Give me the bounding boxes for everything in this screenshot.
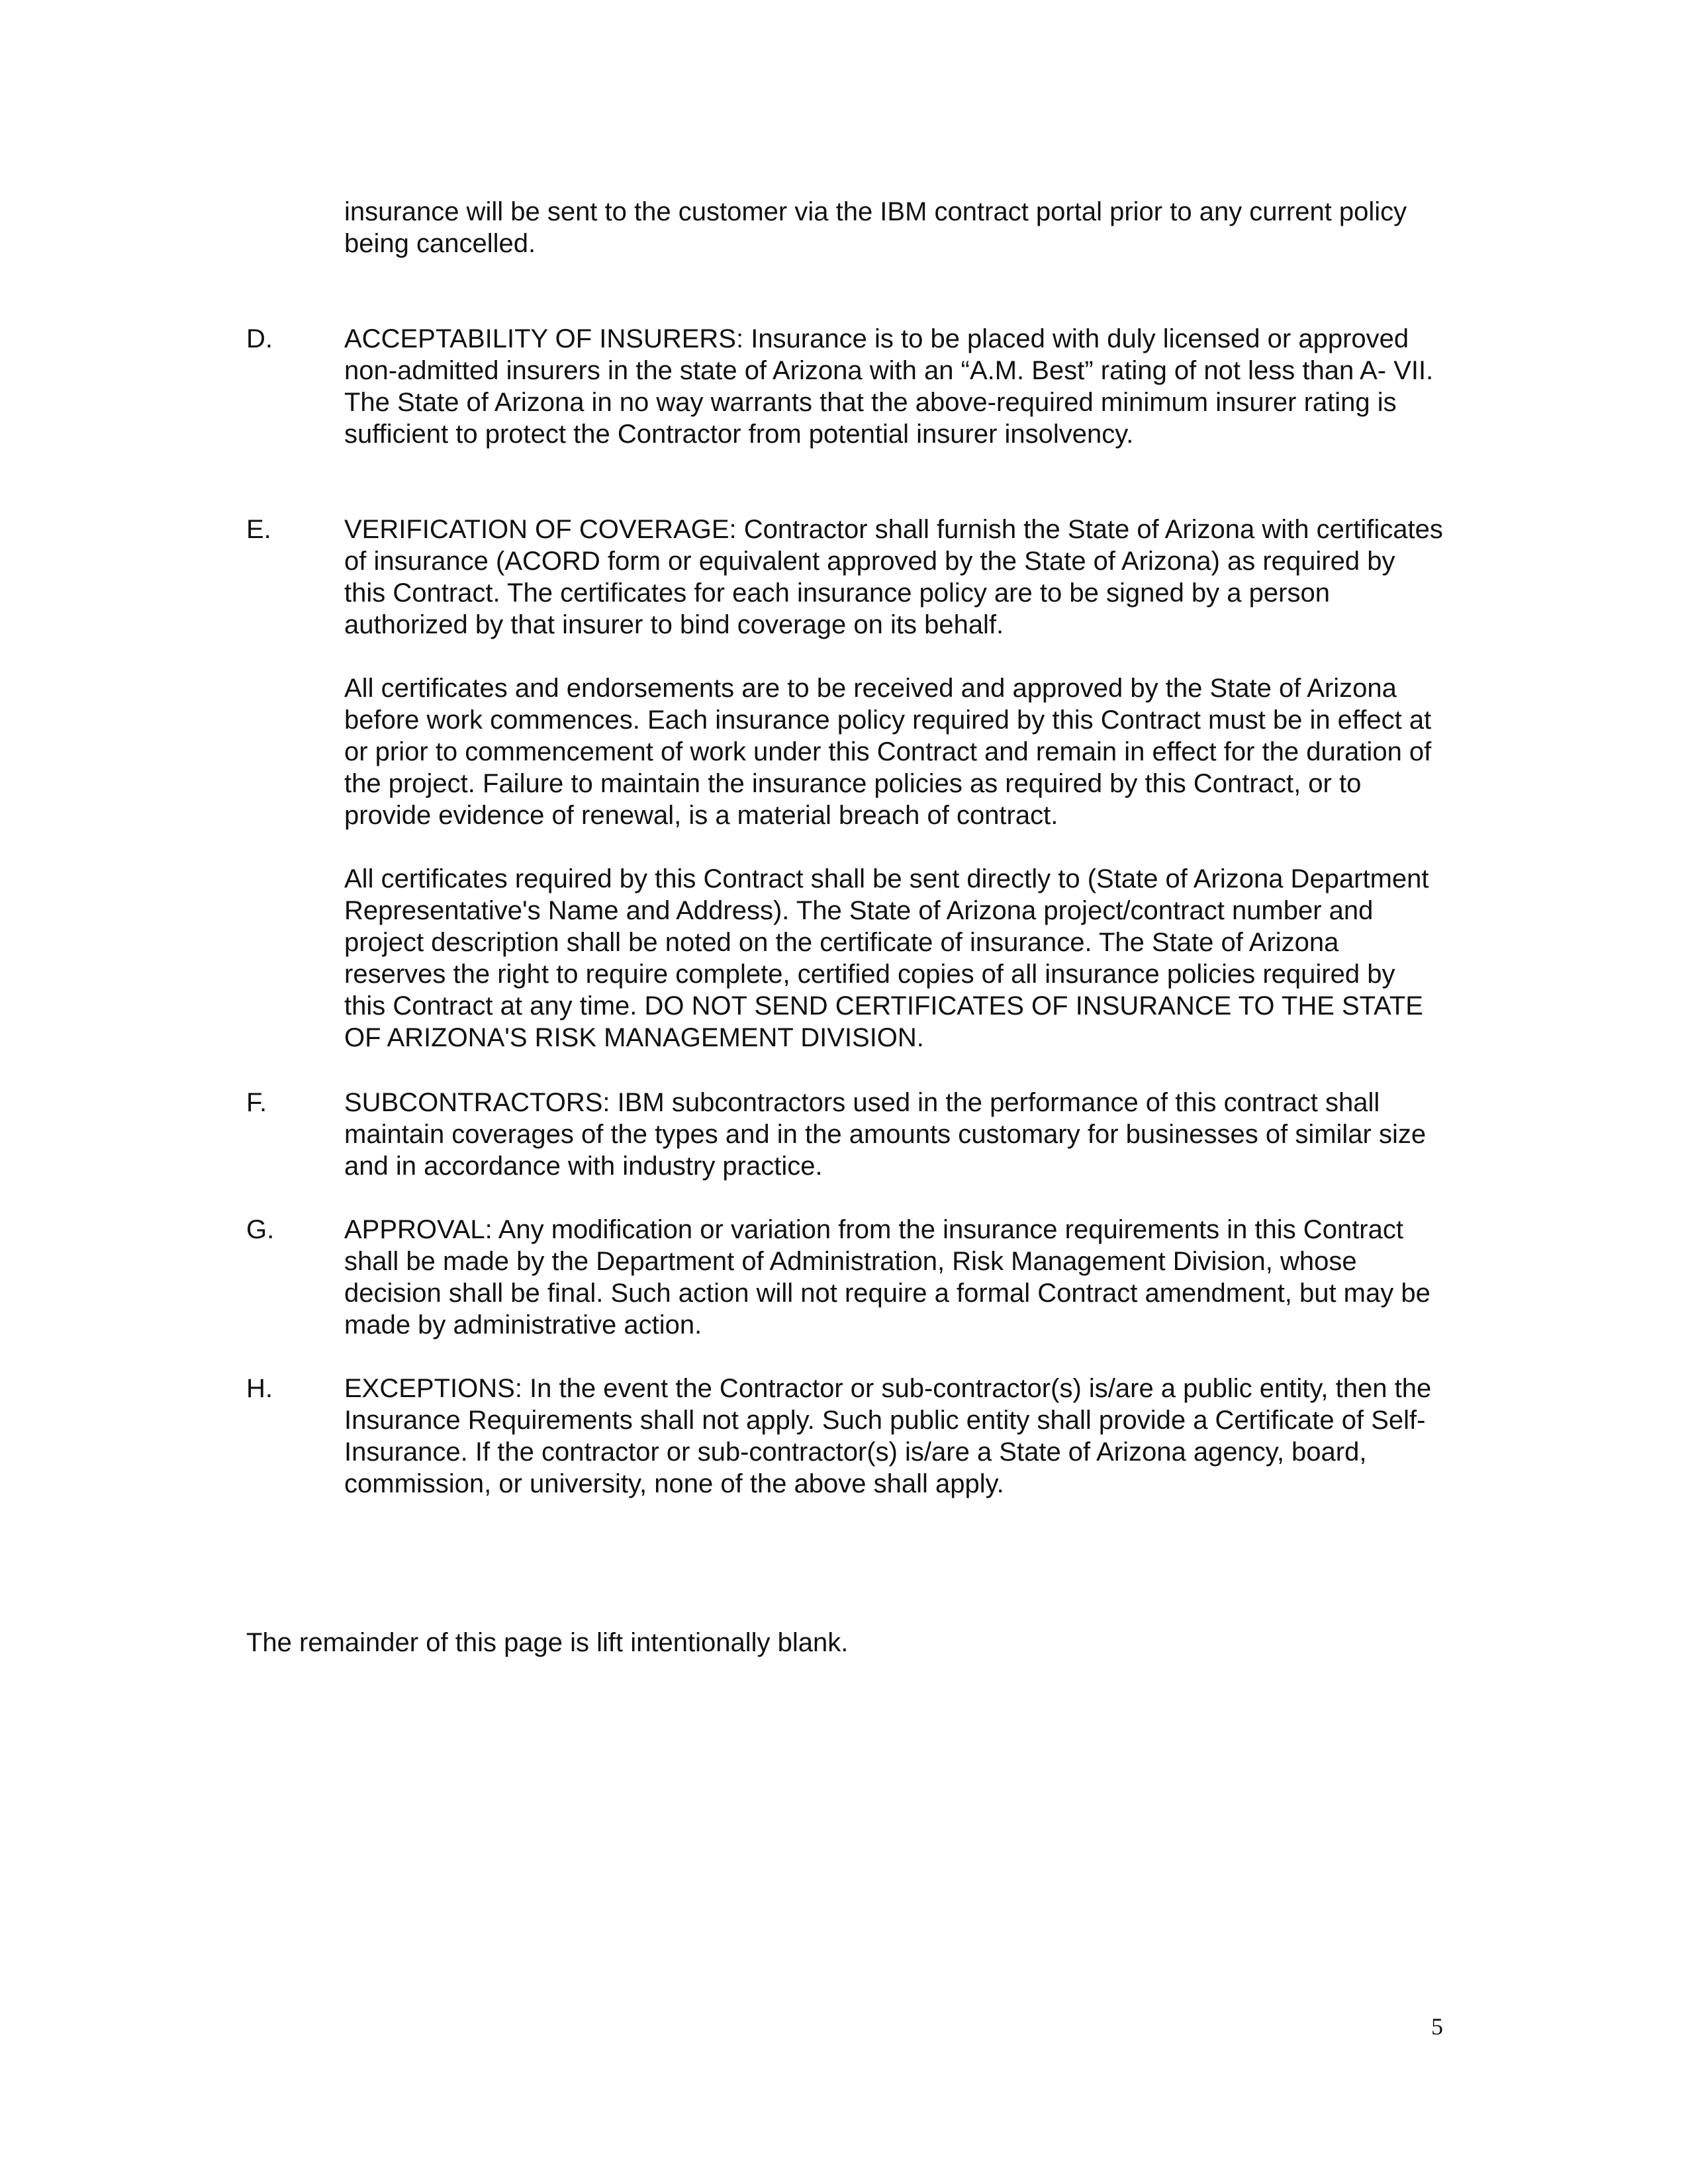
section-body [344,1214,1443,1341]
section-letter: D. [246,324,273,353]
section-h [246,1373,1443,1500]
section-paragraph: ACCEPTABILITY OF INSURERS: Insurance is to be placed with duly licensed or approved non-admitted insurers in the state of Arizona with an “A.M. Best” rating of not less than A- VII. The State of Arizona in no way warrants that the above-required minimum insurer rating is sufficient to protect the Contractor from potential insurer insolvency. [344,324,1434,449]
section-paragraph: VERIFICATION OF COVERAGE: Contractor shall furnish the State of Arizona with certificates of insurance (ACORD form or equivalent approved by the State of Arizona) as required by this Contract. The certificates for each insurance policy are to be signed by a person authorized by that insurer to bind coverage on its behalf. [344,515,1443,639]
section-body [344,1087,1443,1182]
section-letter: E. [246,515,271,544]
section-paragraph: EXCEPTIONS: In the event the Contractor or sub-contractor(s) is/are a public entity, then the Insurance Requirements shall not apply. Such public entity shall provide a Certificate of Self-Insurance. If the contractor or sub-contractor(s) is/are a State of Arizona agency, board, commission, or university, none of the above shall apply. [344,1374,1432,1498]
section-paragraph: APPROVAL: Any modification or variation from the insurance requirements in this Contract shall be made by the Department of Administration, Risk Management Division, whose decision shall be final. Such action will not require a formal Contract amendment, but may be made by administrative action. [344,1215,1430,1340]
continuation-paragraph [344,196,1443,259]
section-letter: H. [246,1374,273,1403]
section-letter: F. [246,1088,267,1117]
section-g [246,1214,1443,1341]
continuation-text: insurance will be sent to the customer via the IBM contract portal prior to any current policy being cancelled. [344,197,1407,258]
section-f [246,1087,1443,1182]
section-body [344,514,1443,1054]
section-body [344,1373,1443,1500]
section-paragraph: SUBCONTRACTORS: IBM subcontractors used in the performance of this contract shall maintain coverages of the types and in the amounts customary for businesses of similar size and in accordance with industry practice. [344,1088,1427,1181]
closing-note: The remainder of this page is lift intentionally blank. [246,1628,849,1657]
section-paragraph: All certificates required by this Contract shall be sent directly to (State of Arizona Department Representative's Name and Address). The State of Arizona project/contract number and project description shall be noted on the certificate of insurance. The State of Arizona reserves the right to require complete, certified copies of all insurance policies required by this Contract at any time. DO NOT SEND CERTIFICATES OF INSURANCE TO THE STATE OF ARIZONA'S RISK MANAGEMENT DIVISION. [344,864,1429,1052]
section-paragraph: All certificates and endorsements are to be received and approved by the State of Arizona before work commences. Each insurance policy required by this Contract must be in effect at or prior to commencement of work under this Contract and remain in effect for the duration of the project. Failure to maintain the insurance policies as required by this Contract, or to provide evidence of renewal, is a material breach of contract. [344,674,1432,830]
section-e [246,514,1443,1054]
section-body [344,323,1443,450]
page-number: 5 [1431,2013,1443,2040]
section-d [246,323,1443,450]
section-letter: G. [246,1215,275,1244]
